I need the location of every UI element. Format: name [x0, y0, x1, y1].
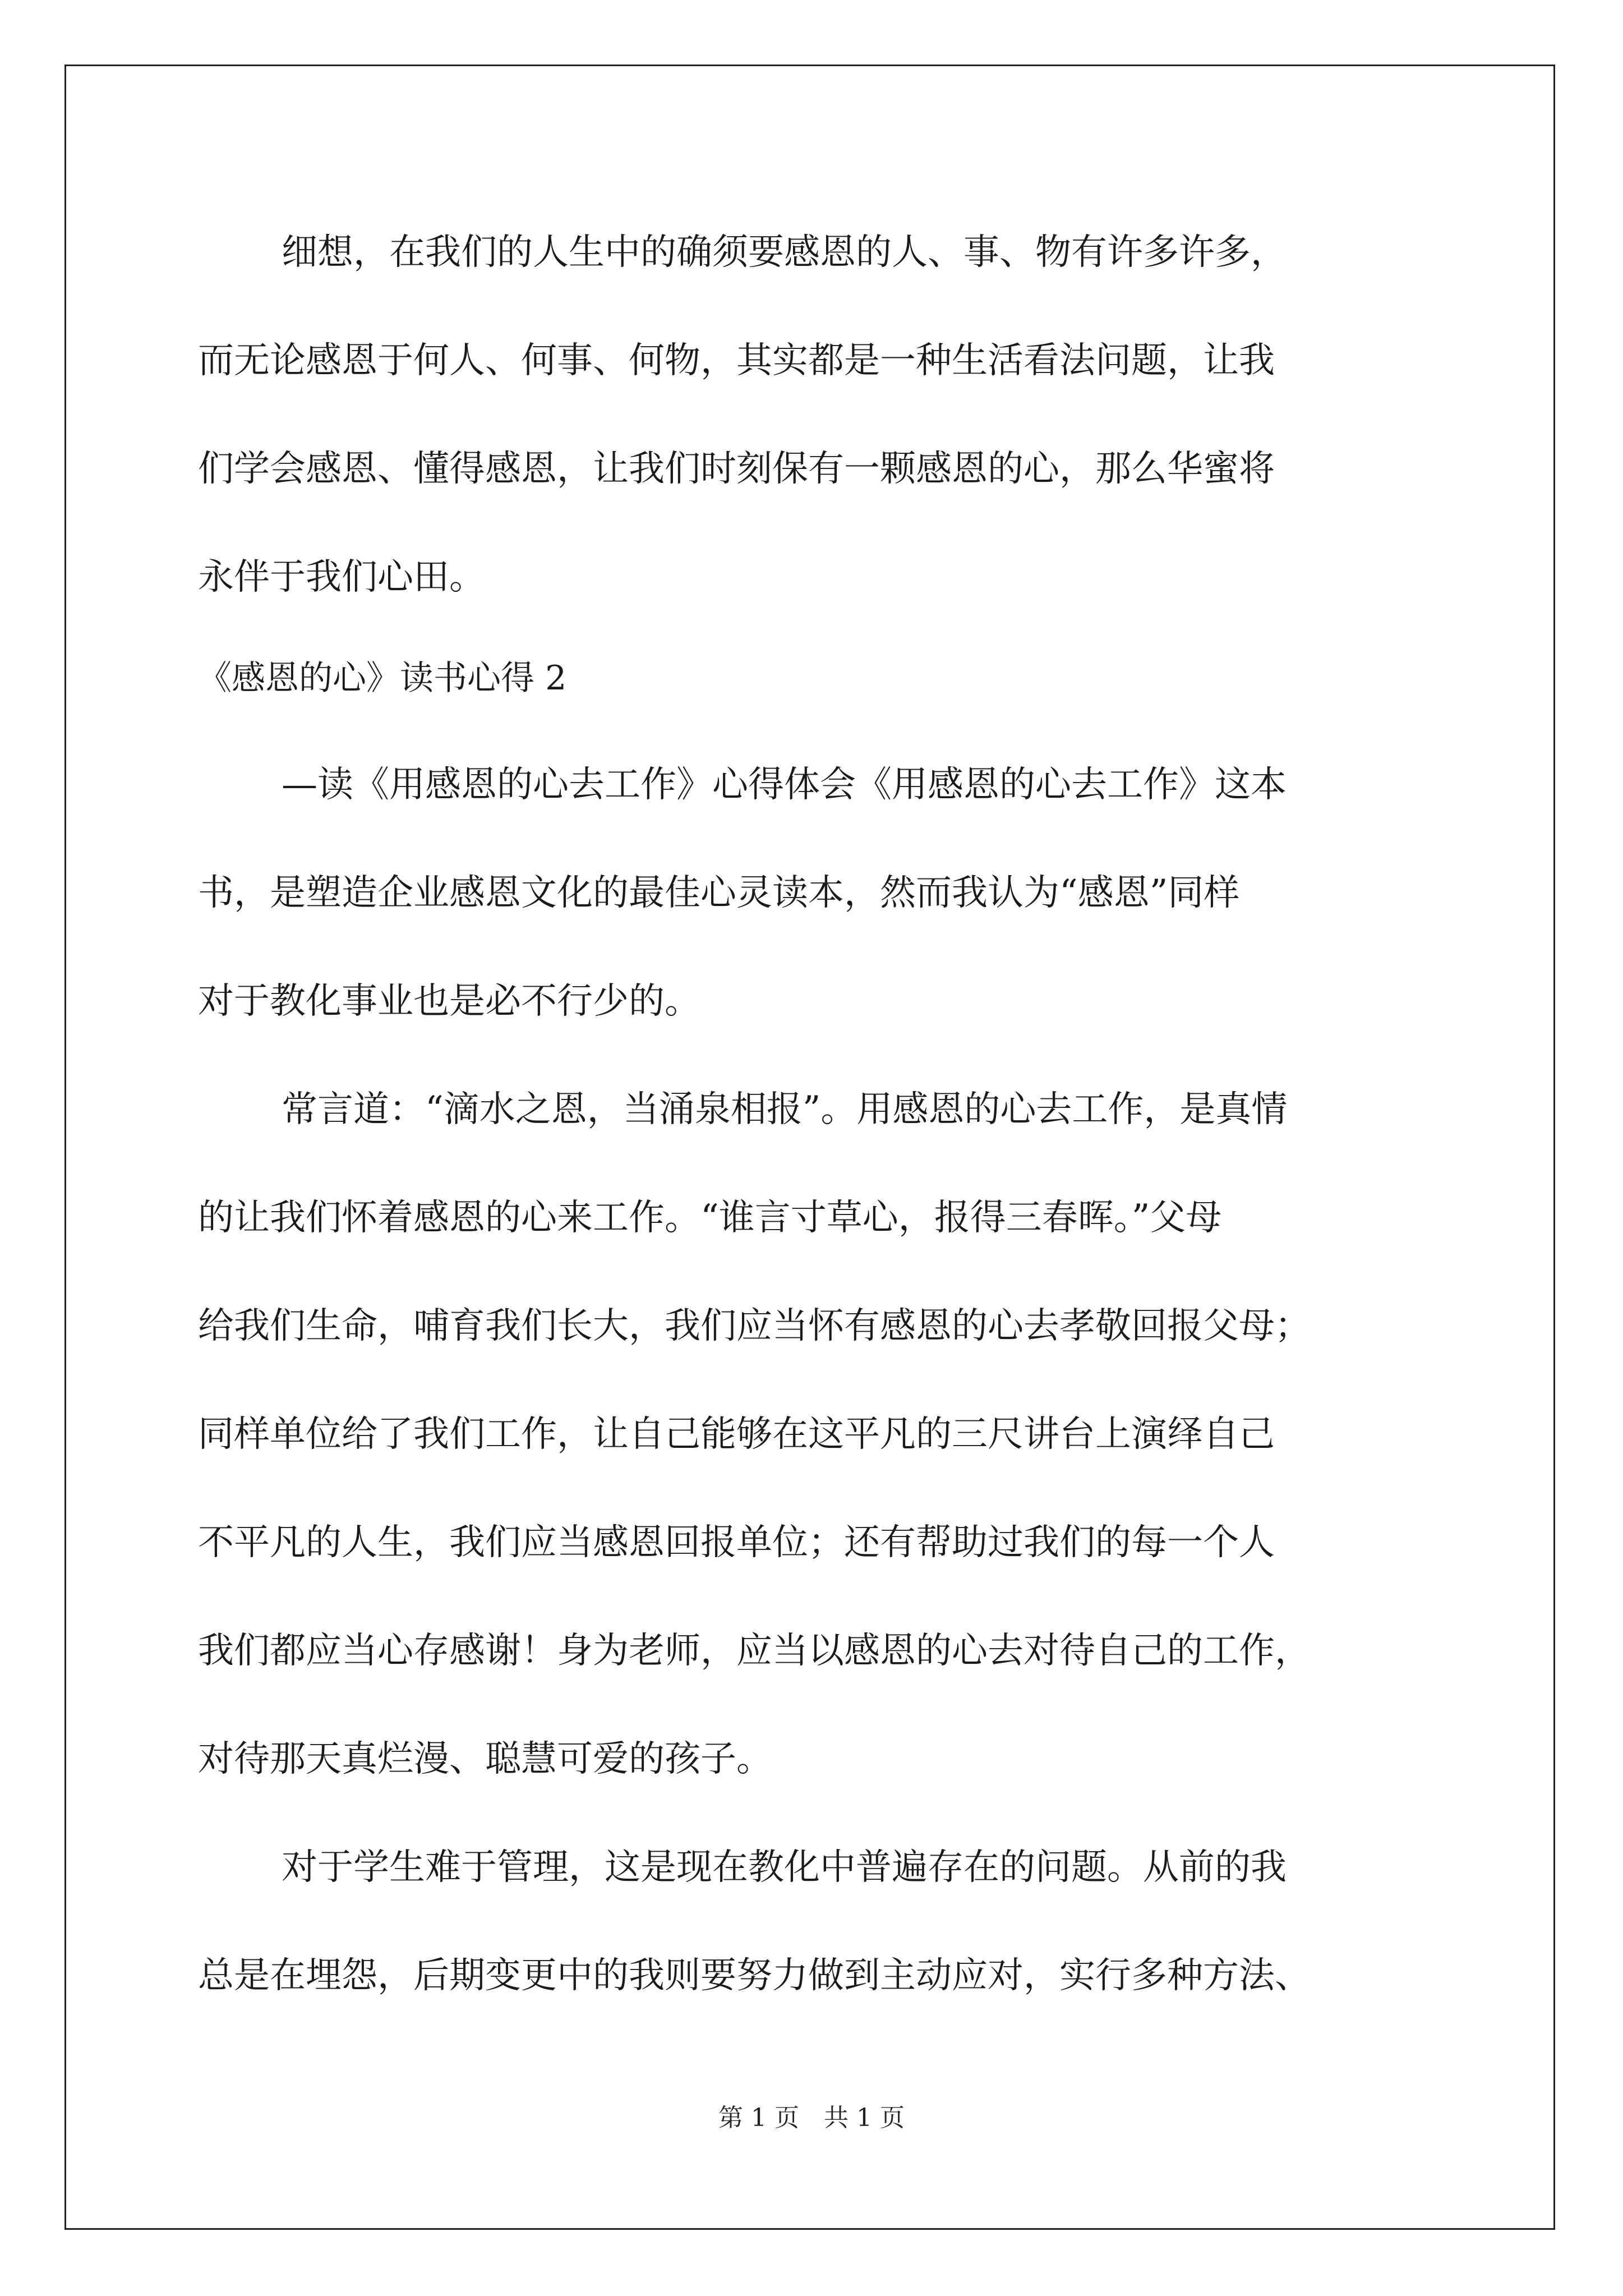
paragraph-line: 常言道：“滴水之恩，当涌泉相报”。用感恩的心去工作，是真情 [282, 1089, 1288, 1130]
paragraph-line: 给我们生命，哺育我们长大，我们应当怀有感恩的心去孝敬回报父母； [198, 1305, 1311, 1347]
paragraph-line: 的让我们怀着感恩的心来工作。“谁言寸草心，报得三春晖。”父母 [198, 1197, 1222, 1239]
paragraph-line: 永伴于我们心田。 [198, 556, 485, 598]
paragraph-line: 们学会感恩、懂得感恩，让我们时刻保有一颗感恩的心，那么华蜜将 [198, 448, 1275, 490]
paragraph-line: 我们都应当心存感谢！身为老师，应当以感恩的心去对待自己的工作， [198, 1630, 1311, 1672]
page-border [64, 65, 1555, 2230]
paragraph-line: 不平凡的人生，我们应当感恩回报单位；还有帮助过我们的每一个人 [198, 1522, 1275, 1563]
paragraph-line: 对待那天真烂漫、聪慧可爱的孩子。 [198, 1738, 772, 1780]
paragraph-line: 对于教化事业也是必不行少的。 [198, 981, 700, 1022]
page-footer: 第 1 页 共 1 页 [718, 2104, 905, 2132]
section-heading: 《感恩的心》读书心得 2 [198, 659, 567, 698]
paragraph-line: 对于学生难于管理，这是现在教化中普遍存在的问题。从前的我 [282, 1847, 1287, 1888]
paragraph-line: —读《用感恩的心去工作》心得体会《用感恩的心去工作》这本 [282, 764, 1287, 806]
paragraph-line: 总是在埋怨，后期变更中的我则要努力做到主动应对，实行多种方法、 [198, 1955, 1311, 1996]
paragraph-line: 细想，在我们的人生中的确须要感恩的人、事、物有许多许多， [282, 232, 1287, 273]
paragraph-line: 同样单位给了我们工作，让自己能够在这平凡的三尺讲台上演绎自己 [198, 1414, 1275, 1455]
paragraph-line: 书，是塑造企业感恩文化的最佳心灵读本，然而我认为“感恩”同样 [198, 872, 1240, 914]
paragraph-line: 而无论感恩于何人、何事、何物，其实都是一种生活看法问题，让我 [198, 340, 1275, 381]
